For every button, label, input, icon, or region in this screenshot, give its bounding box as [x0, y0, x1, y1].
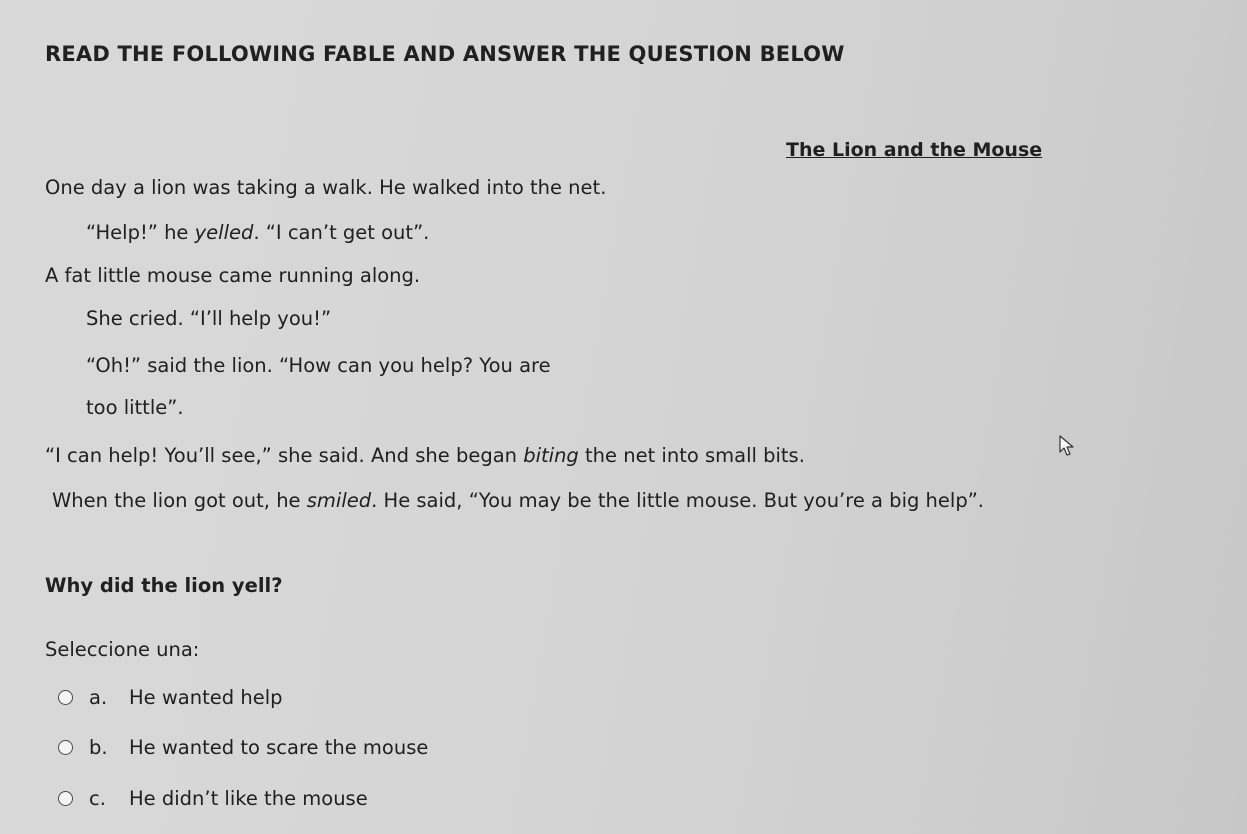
text-segment: . He said, “You may be the little mouse. But you’re a big help”.: [371, 489, 985, 512]
fable-paragraph-4: She cried. “I’ll help you!”: [86, 307, 332, 330]
emphasis-text: smiled: [306, 489, 372, 512]
option-a[interactable]: [58, 684, 283, 710]
text-segment: “I can help! You’ll see,” she said. And she began: [45, 444, 524, 467]
emphasis-text: biting: [523, 444, 579, 467]
option-text[interactable]: He wanted to scare the mouse: [129, 735, 429, 759]
option-b[interactable]: [58, 734, 428, 760]
question-text: Why did the lion yell?: [45, 574, 283, 597]
radio-button[interactable]: [58, 740, 73, 755]
fable-title: The Lion and the Mouse: [786, 139, 1043, 161]
text-segment: When the lion got out, he: [52, 489, 307, 512]
fable-paragraph-2: [86, 221, 429, 244]
option-letter: a.: [89, 685, 108, 709]
instruction-heading: READ THE FOLLOWING FABLE AND ANSWER THE QUESTION BELOW: [45, 42, 845, 66]
text-segment: “Help!” he: [86, 221, 195, 244]
fable-paragraph-3: A fat little mouse came running along.: [45, 264, 421, 287]
option-letter: b.: [89, 735, 108, 759]
option-c[interactable]: [58, 785, 368, 811]
radio-button[interactable]: [58, 791, 73, 806]
radio-button[interactable]: [58, 690, 73, 705]
emphasis-text: yelled: [194, 221, 254, 244]
mouse-pointer-icon: [1058, 435, 1078, 457]
option-text[interactable]: He wanted help: [129, 685, 283, 709]
fable-paragraph-7: [45, 444, 805, 467]
fable-paragraph-5: “Oh!” said the lion. “How can you help? You are: [86, 354, 551, 377]
fable-paragraph-8: [52, 489, 984, 512]
select-label: Seleccione una:: [45, 638, 200, 661]
option-text[interactable]: He didn’t like the mouse: [129, 786, 368, 810]
option-letter: c.: [89, 786, 106, 810]
fable-paragraph-1: One day a lion was taking a walk. He walked into the net.: [45, 176, 607, 199]
text-segment: the net into small bits.: [578, 444, 805, 467]
text-segment: . “I can’t get out”.: [253, 221, 430, 244]
fable-paragraph-6: too little”.: [86, 396, 184, 419]
